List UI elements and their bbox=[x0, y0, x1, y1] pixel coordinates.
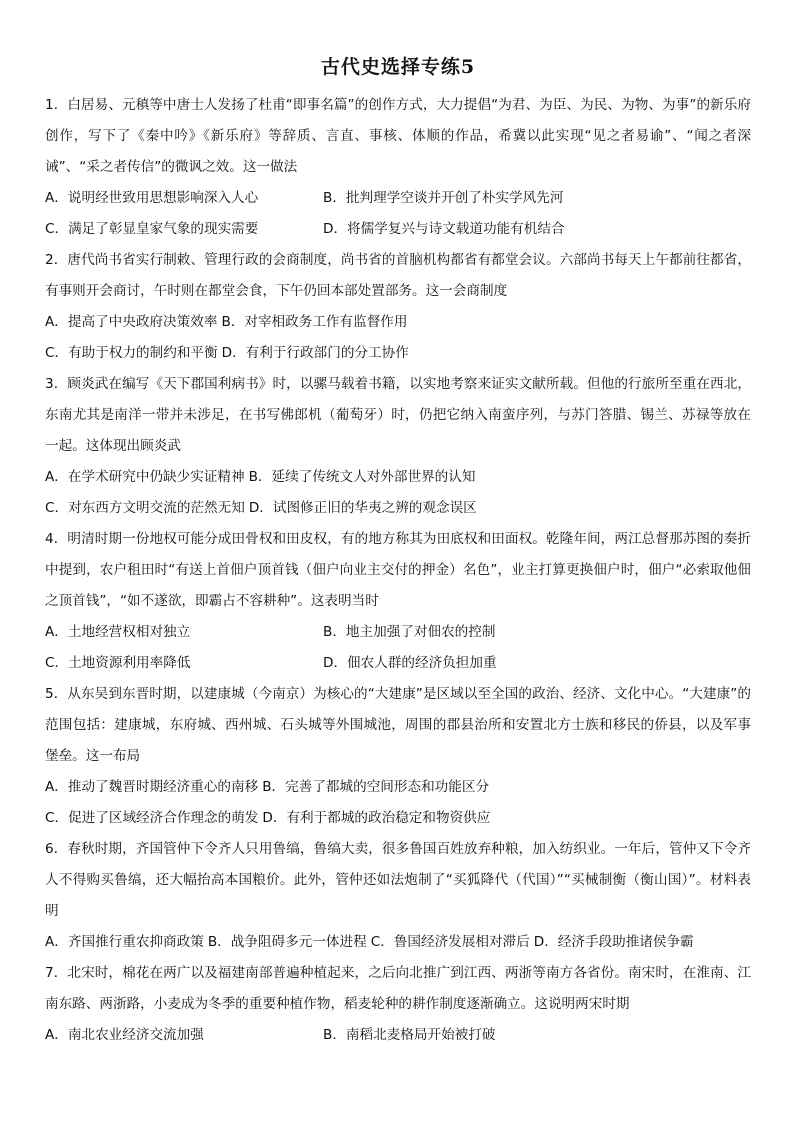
option-a: A．土地经营权相对独立 bbox=[45, 624, 191, 640]
option-a: A．在学术研究中仍缺少实证精神 bbox=[45, 469, 245, 485]
option-row bbox=[45, 927, 751, 958]
option-c: C．土地资源利用率降低 bbox=[45, 655, 191, 671]
option-a: A．齐国推行重农抑商政策 bbox=[45, 934, 204, 950]
option-a: A．推动了魏晋时期经济重心的南移 bbox=[45, 779, 259, 795]
question-stem: 4．明清时期一份地权可能分成田骨权和田皮权，有的地方称其为田底权和田面权。乾隆年间，两江总督那苏图的奏折中提到，农户租田时“有送上首佃户顶首钱（佃户向业主交付的押金）名色”，业主打算更换佃户时，佃户“必索取他佃之顶首钱”，“如不遂欲，即霸占不容耕种”。这表明当时 bbox=[45, 531, 751, 609]
question-stem: 3．顾炎武在编写《天下郡国利病书》时，以骡马载着书籍，以实地考察来证实文献所载。但他的行旅所至重在西北，东南尤其是南洋一带并未涉足，在书写佛郎机（葡萄牙）时，仍把它纳入南蛮序列，与苏门答腊、锡兰、苏禄等放在一起。这体现出顾炎武 bbox=[45, 376, 751, 454]
option-row bbox=[45, 338, 751, 369]
option-row bbox=[45, 214, 751, 245]
option-b: B．地主加强了对佃农的控制 bbox=[323, 624, 496, 640]
option-row bbox=[45, 462, 751, 493]
option-row bbox=[45, 617, 751, 648]
option-a: A．提高了中央政府决策效率 bbox=[45, 314, 218, 330]
document-page bbox=[45, 52, 751, 1051]
option-b: B．批判理学空谈并开创了朴实学风先河 bbox=[323, 190, 564, 206]
option-d: D．佃农人群的经济负担加重 bbox=[323, 655, 497, 671]
option-a: A．说明经世致用思想影响深入人心 bbox=[45, 190, 259, 206]
question-5 bbox=[45, 679, 751, 834]
question-7 bbox=[45, 958, 751, 1051]
question-2 bbox=[45, 245, 751, 369]
option-b: B．完善了都城的空间形态和功能区分 bbox=[262, 779, 490, 795]
option-a: A．南北农业经济交流加强 bbox=[45, 1027, 204, 1043]
option-c: C．满足了彰显皇家气象的现实需要 bbox=[45, 221, 259, 237]
option-d: D．将儒学复兴与诗文载道功能有机结合 bbox=[323, 221, 565, 237]
option-row bbox=[45, 648, 751, 679]
option-b: B．对宰相政务工作有监督作用 bbox=[221, 314, 408, 330]
option-b: B．延续了传统文人对外部世界的认知 bbox=[248, 469, 476, 485]
question-stem: 1．白居易、元稹等中唐士人发扬了杜甫“即事名篇”的创作方式，大力提倡“为君、为臣、为民、为物、为事”的新乐府创作，写下了《秦中吟》《新乐府》等辞质、言直、事核、体顺的作品，希冀以此实现“见之者易谕”、“闻之者深诫”、“采之者传信”的微讽之效。这一做法 bbox=[45, 97, 751, 175]
option-row bbox=[45, 1020, 751, 1051]
option-c: C．对东西方文明交流的茫然无知 bbox=[45, 500, 245, 516]
question-stem: 6．春秋时期，齐国管仲下令齐人只用鲁缟，鲁缟大卖，很多鲁国百姓放弃种粮，加入纺织业。一年后，管仲又下令齐人不得购买鲁缟，还大幅抬高本国粮价。此外，管仲还如法炮制了“买狐降代（代国）”“买械制衡（衡山国）”。材料表明 bbox=[45, 841, 751, 919]
option-b: B．战争阻碍多元一体进程 bbox=[207, 934, 367, 950]
option-d: D．经济手段助推诸侯争霸 bbox=[533, 934, 694, 950]
page-title: 古代史选择专练5 bbox=[320, 56, 476, 78]
option-row bbox=[45, 493, 751, 524]
option-d: D．有利于都城的政治稳定和物资供应 bbox=[262, 810, 491, 826]
question-stem: 7．北宋时，棉花在两广以及福建南部普遍种植起来，之后向北推广到江西、两浙等南方各省份。南宋时，在淮南、江南东路、两浙路，小麦成为冬季的重要种植作物，稻麦轮种的耕作制度逐渐确立。这说明两宋时期 bbox=[45, 965, 751, 1012]
option-row bbox=[45, 183, 751, 214]
question-stem: 5．从东吴到东晋时期，以建康城（今南京）为核心的“大建康”是区域以至全国的政治、经济、文化中心。“大建康”的范围包括：建康城，东府城、西州城、石头城等外围城池，周围的郡县治所和安置北方士族和移民的侨县，以及军事堡垒。这一布局 bbox=[45, 686, 751, 764]
option-b: B．南稻北麦格局开始被打破 bbox=[323, 1027, 496, 1043]
option-row bbox=[45, 772, 751, 803]
option-c: C．有助于权力的制约和平衡 bbox=[45, 345, 218, 361]
question-4 bbox=[45, 524, 751, 679]
option-row bbox=[45, 307, 751, 338]
question-3 bbox=[45, 369, 751, 524]
option-c: C．鲁国经济发展相对滞后 bbox=[370, 934, 530, 950]
question-6 bbox=[45, 834, 751, 958]
option-d: D．有利于行政部门的分工协作 bbox=[221, 345, 409, 361]
question-1 bbox=[45, 90, 751, 245]
option-row bbox=[45, 803, 751, 834]
option-d: D．试图修正旧的华夷之辨的观念误区 bbox=[248, 500, 477, 516]
option-c: C．促进了区域经济合作理念的萌发 bbox=[45, 810, 259, 826]
question-stem: 2．唐代尚书省实行制敕、管理行政的会商制度，尚书省的首脑机构都省有都堂会议。六部尚书每天上午都前往都省，有事则开会商讨，午时则在都堂会食，下午仍回本部处置部务。这一会商制度 bbox=[45, 252, 751, 299]
